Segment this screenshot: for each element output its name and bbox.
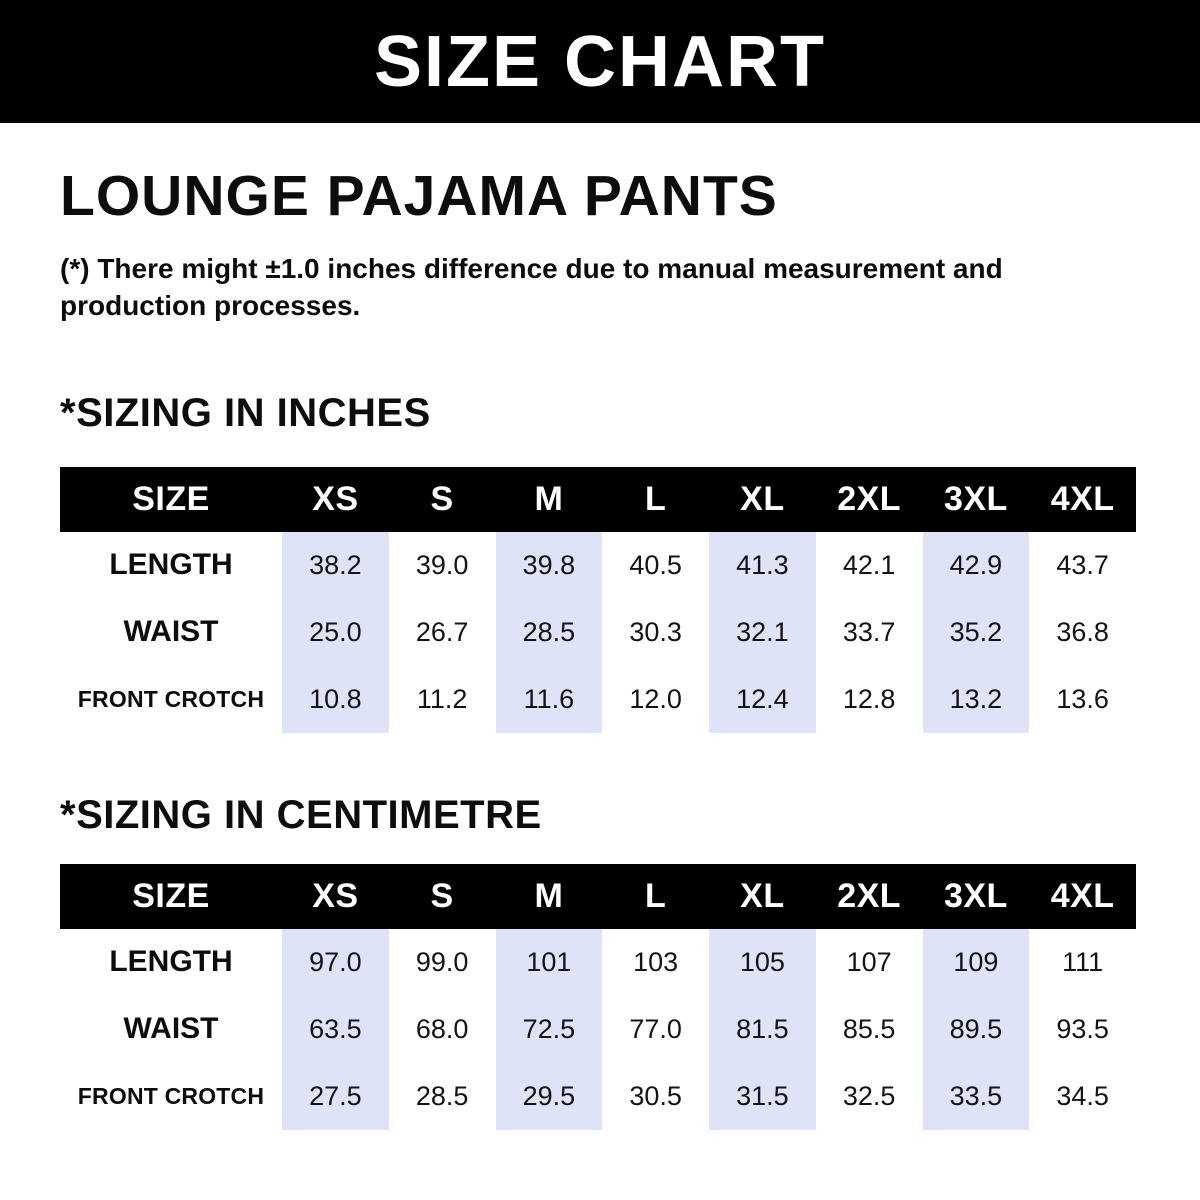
table-cell: 41.3: [709, 532, 816, 599]
table-cell: 27.5: [282, 1063, 389, 1130]
size-chart-banner: [0, 0, 1200, 123]
table-cell: 12.0: [629, 683, 682, 714]
measurement-note: (*) There might ±1.0 inches difference due to manual measurement and production processes.: [60, 253, 1003, 321]
row-label-front-crotch: FRONT CROTCH: [77, 1082, 265, 1109]
table-cell: 77.0: [629, 1013, 682, 1044]
column-header-s: S: [389, 864, 496, 929]
table-cell: 10.8: [282, 666, 389, 733]
column-header-size: SIZE: [60, 467, 282, 532]
product-title: LOUNGE PAJAMA PANTS: [60, 164, 778, 228]
row-label-length: LENGTH: [109, 945, 233, 979]
column-header-xl: XL: [709, 467, 816, 532]
table-cell: 32.1: [709, 599, 816, 666]
column-header-3xl: 3XL: [923, 467, 1030, 532]
table-cell: 63.5: [282, 996, 389, 1063]
table-cell: 43.7: [1056, 549, 1109, 580]
table-cell: 26.7: [415, 616, 469, 647]
table-cell: 93.5: [1056, 1013, 1109, 1044]
table-cell: 30.3: [629, 616, 682, 647]
table-cell: 99.0: [415, 946, 469, 977]
table-cell: 97.0: [282, 929, 389, 996]
table-cell: 32.5: [842, 1080, 896, 1111]
column-header-2xl: 2XL: [816, 864, 923, 929]
column-header-xl: XL: [709, 864, 816, 929]
table-cell: 33.7: [842, 616, 896, 647]
table-cell: 11.6: [496, 666, 603, 733]
table-cell: 12.8: [842, 683, 896, 714]
table-cell: 85.5: [842, 1013, 896, 1044]
table-cell: 35.2: [923, 599, 1030, 666]
column-header-2xl: 2XL: [816, 467, 923, 532]
centimetre-size-table: [60, 864, 1136, 1130]
table-cell: 28.5: [496, 599, 603, 666]
table-cell: 39.8: [496, 532, 603, 599]
row-label-front-crotch: FRONT CROTCH: [77, 685, 265, 712]
table-cell: 42.1: [842, 549, 896, 580]
table-cell: 81.5: [709, 996, 816, 1063]
table-cell: 30.5: [629, 1080, 682, 1111]
table-cell: 33.5: [923, 1063, 1030, 1130]
table-cell: 36.8: [1056, 616, 1109, 647]
table-cell: 109: [923, 929, 1030, 996]
content-area: [0, 123, 1200, 1130]
table-cell: 25.0: [282, 599, 389, 666]
table-cell: 34.5: [1056, 1080, 1109, 1111]
row-label-waist: WAIST: [123, 615, 219, 649]
table-cell: 111: [1062, 946, 1104, 977]
table-cell: 105: [709, 929, 816, 996]
table-cell: 31.5: [709, 1063, 816, 1130]
row-label-waist: WAIST: [123, 1012, 219, 1046]
banner-title: SIZE CHART: [374, 21, 826, 102]
table-cell: 107: [846, 946, 892, 977]
column-header-m: M: [496, 864, 603, 929]
table-cell: 13.6: [1056, 683, 1109, 714]
table-cell: 29.5: [496, 1063, 603, 1130]
table-cell: 13.2: [923, 666, 1030, 733]
column-header-xs: XS: [282, 864, 389, 929]
column-header-4xl: 4XL: [1029, 467, 1136, 532]
column-header-4xl: 4XL: [1029, 864, 1136, 929]
table-cell: 12.4: [709, 666, 816, 733]
inches-size-table: [60, 467, 1136, 733]
table-cell: 38.2: [282, 532, 389, 599]
column-header-xs: XS: [282, 467, 389, 532]
column-header-l: L: [602, 467, 709, 532]
column-header-size: SIZE: [60, 864, 282, 929]
table-cell: 89.5: [923, 996, 1030, 1063]
table-cell: 101: [496, 929, 603, 996]
table-cell: 103: [633, 946, 679, 977]
column-header-l: L: [602, 864, 709, 929]
column-header-m: M: [496, 467, 603, 532]
column-header-3xl: 3XL: [923, 864, 1030, 929]
table-cell: 40.5: [629, 549, 682, 580]
row-label-length: LENGTH: [109, 548, 233, 582]
table-cell: 11.2: [416, 683, 468, 714]
column-header-s: S: [389, 467, 496, 532]
table-cell: 72.5: [496, 996, 603, 1063]
inches-section-heading: *SIZING IN INCHES: [60, 390, 431, 435]
table-cell: 28.5: [415, 1080, 469, 1111]
centimetre-section-heading: *SIZING IN CENTIMETRE: [60, 792, 542, 837]
table-cell: 68.0: [415, 1013, 469, 1044]
table-cell: 39.0: [415, 549, 469, 580]
table-cell: 42.9: [923, 532, 1030, 599]
